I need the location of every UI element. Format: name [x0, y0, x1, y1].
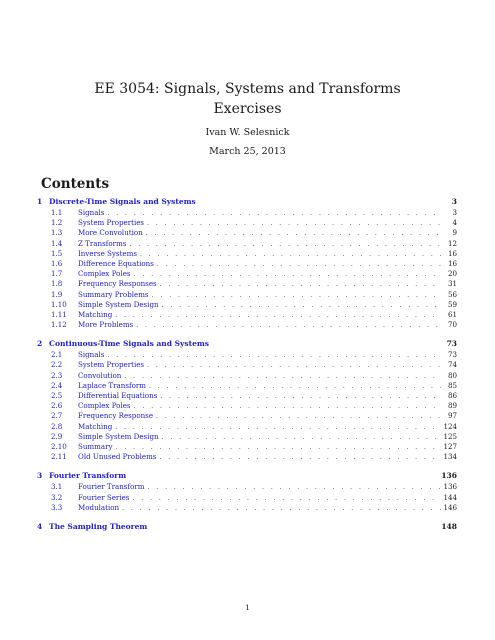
toc-section-entry[interactable] [37, 381, 457, 391]
toc-section-number[interactable]: 1.8 [51, 279, 63, 289]
toc-section-entry[interactable] [37, 228, 457, 238]
toc-section-number[interactable]: 3.1 [51, 482, 63, 492]
toc-section-page: 134 [443, 452, 457, 462]
toc-dot-leader [134, 270, 441, 280]
toc-section-number[interactable]: 1.11 [51, 309, 67, 319]
toc-section-page: 59 [447, 299, 457, 309]
toc-section-entry[interactable] [37, 493, 457, 503]
toc-chapter-number[interactable]: 1 [37, 197, 43, 206]
toc-section-link[interactable]: Complex Poles [78, 269, 131, 279]
toc-section-page: 74 [447, 360, 457, 370]
toc-chapter [37, 196, 457, 330]
toc-section-page: 4 [452, 218, 457, 228]
toc-dot-leader [147, 219, 441, 229]
toc-dot-leader [124, 372, 441, 382]
toc-section-page: 146 [443, 502, 457, 512]
toc-dot-leader [134, 402, 441, 412]
toc-section-number[interactable]: 2.2 [51, 360, 63, 370]
toc-section-entry[interactable] [37, 279, 457, 289]
toc-section-link[interactable]: Signals [78, 208, 105, 217]
toc-section-link[interactable]: System Properties [78, 218, 145, 228]
toc-section-entry[interactable] [37, 239, 457, 249]
toc-section-entry[interactable] [37, 249, 457, 259]
toc-section-number[interactable]: 1.1 [51, 208, 63, 217]
toc-section-entry[interactable] [37, 432, 457, 442]
toc-section-number[interactable]: 2.8 [51, 421, 63, 431]
toc-chapter-page: 148 [441, 521, 457, 531]
title-line-1: EE 3054: Signals, Systems and Transforms [94, 81, 401, 97]
toc-section-link[interactable]: Fourier Transform [78, 482, 145, 492]
toc-chapter-number[interactable]: 3 [37, 471, 43, 481]
toc-chapter-entry[interactable] [37, 196, 457, 208]
toc-dot-leader [156, 412, 441, 422]
toc-section-number[interactable]: 1.7 [51, 269, 63, 279]
toc-section-link[interactable]: More Convolution [78, 228, 143, 238]
toc-section-entry[interactable] [37, 411, 457, 421]
toc-section-link[interactable]: Inverse Systems [78, 248, 137, 258]
toc-dot-leader [116, 443, 441, 453]
toc-chapter-link[interactable]: Discrete-Time Signals and Systems [49, 197, 196, 206]
toc-section-link[interactable]: Differential Equations [78, 391, 158, 400]
toc-dot-leader [160, 280, 441, 290]
toc-section-page: 125 [443, 431, 457, 441]
toc-section-entry[interactable] [37, 442, 457, 452]
toc-dot-leader [107, 351, 441, 361]
toc-chapter-page: 3 [451, 197, 457, 206]
toc-section-page: 16 [447, 248, 457, 258]
toc-section-number[interactable]: 2.10 [51, 441, 67, 451]
toc-dot-leader [157, 260, 441, 270]
toc-section-page: 70 [447, 320, 457, 330]
document-title [0, 79, 495, 119]
toc-section-number[interactable]: 2.6 [51, 401, 63, 411]
toc-chapter-page: 136 [441, 471, 457, 481]
toc-chapter-number[interactable]: 2 [37, 339, 43, 349]
toc-dot-leader [152, 291, 441, 301]
toc-section-link[interactable]: Simple System Design [78, 299, 159, 309]
toc-dot-leader [146, 229, 441, 239]
toc-section-number[interactable]: 1.5 [51, 248, 63, 258]
toc-section-page: 144 [443, 492, 457, 502]
toc-section-entry[interactable] [37, 422, 457, 432]
toc-section-number[interactable]: 1.9 [51, 289, 63, 299]
toc-section-number[interactable]: 1.10 [51, 299, 67, 309]
toc-dot-leader [149, 382, 441, 392]
toc-chapter-link[interactable]: The Sampling Theorem [49, 521, 148, 531]
toc-section-entry[interactable] [37, 452, 457, 462]
table-of-contents [37, 196, 457, 541]
toc-dot-leader [160, 392, 441, 402]
toc-section-link[interactable]: Difference Equations [78, 258, 154, 268]
toc-section-page: 85 [447, 380, 457, 390]
toc-section-entry[interactable] [37, 371, 457, 381]
toc-section-link[interactable]: Convolution [78, 370, 122, 380]
toc-section-number[interactable]: 2.9 [51, 431, 63, 441]
toc-chapter-link[interactable]: Fourier Transform [49, 471, 127, 481]
page-number: 1 [245, 603, 250, 612]
toc-chapter-link[interactable]: Continuous-Time Signals and Systems [49, 339, 210, 349]
toc-section-page: 31 [447, 279, 457, 289]
toc-chapter-page: 73 [446, 339, 457, 349]
toc-section-link[interactable]: System Properties [78, 360, 145, 370]
toc-section-entry[interactable] [37, 320, 457, 330]
toc-chapter [37, 338, 457, 462]
toc-dot-leader [132, 494, 441, 504]
title-line-2: Exercises [213, 101, 282, 117]
toc-section-entry[interactable] [37, 360, 457, 370]
toc-dot-leader [147, 361, 441, 371]
toc-section-entry[interactable] [37, 391, 457, 401]
toc-section-page: 73 [447, 350, 457, 360]
contents-heading: Contents [41, 176, 110, 192]
toc-chapter-number[interactable]: 4 [37, 521, 43, 531]
toc-chapter-entry[interactable] [37, 470, 457, 482]
toc-section-link[interactable]: Signals [78, 350, 105, 360]
toc-section-link[interactable]: Summary Problems [78, 289, 149, 299]
toc-section-link[interactable]: Fourier Series [78, 492, 130, 502]
toc-section-page: 80 [447, 370, 457, 380]
toc-dot-leader [115, 311, 441, 321]
toc-section-number[interactable]: 3.2 [51, 492, 63, 502]
toc-chapter-entry[interactable] [37, 521, 457, 533]
toc-section-entry[interactable] [37, 503, 457, 513]
toc-section-page: 127 [443, 441, 457, 451]
toc-section-page: 97 [447, 411, 457, 421]
toc-section-link[interactable]: Summary [78, 441, 113, 451]
toc-section-link[interactable]: Laplace Transform [78, 380, 146, 390]
toc-dot-leader [115, 423, 441, 433]
toc-section-entry[interactable] [37, 269, 457, 279]
toc-dot-leader [159, 453, 441, 463]
toc-section-number[interactable]: 2.1 [51, 350, 63, 360]
toc-dot-leader [162, 301, 441, 311]
toc-section-number[interactable]: 2.11 [51, 452, 67, 462]
toc-chapter [37, 470, 457, 513]
toc-section-page: 86 [447, 391, 457, 400]
toc-section-entry[interactable] [37, 300, 457, 310]
toc-dot-leader [107, 209, 441, 219]
toc-dot-leader [129, 240, 441, 250]
toc-section-link[interactable]: Frequency Response [78, 411, 154, 421]
toc-dot-leader [147, 483, 441, 493]
toc-section-number[interactable]: 1.2 [51, 218, 63, 228]
toc-section-page: 9 [452, 228, 457, 238]
toc-section-link[interactable]: Matching [78, 421, 113, 431]
toc-section-entry[interactable] [37, 208, 457, 218]
toc-section-entry[interactable] [37, 350, 457, 360]
toc-section-number[interactable]: 1.4 [51, 238, 63, 248]
toc-section-number[interactable]: 2.7 [51, 411, 63, 421]
toc-section-link[interactable]: Z Transforms [78, 238, 127, 248]
toc-section-entry[interactable] [37, 290, 457, 300]
toc-section-link[interactable]: More Problems [78, 320, 134, 330]
toc-section-entry[interactable] [37, 482, 457, 492]
toc-section-entry[interactable] [37, 218, 457, 228]
toc-section-link[interactable]: Simple System Design [78, 431, 159, 441]
toc-chapter [37, 521, 457, 533]
toc-section-link[interactable]: Old Unused Problems [78, 452, 157, 462]
toc-section-page: 89 [447, 401, 457, 411]
toc-dot-leader [162, 433, 441, 443]
toc-section-entry[interactable] [37, 259, 457, 269]
toc-section-number[interactable]: 3.3 [51, 502, 63, 512]
toc-section-link[interactable]: Complex Poles [78, 401, 131, 411]
toc-section-page: 16 [447, 258, 457, 268]
toc-dot-leader [140, 250, 441, 260]
toc-chapter-entry[interactable] [37, 338, 457, 350]
toc-section-number[interactable]: 1.6 [51, 258, 63, 268]
toc-section-number[interactable]: 2.3 [51, 370, 63, 380]
date: March 25, 2013 [209, 146, 286, 157]
toc-section-page: 56 [447, 289, 457, 299]
toc-section-page: 124 [443, 421, 457, 431]
toc-section-page: 20 [447, 269, 457, 279]
toc-section-page: 61 [447, 309, 457, 319]
toc-dot-leader [122, 504, 441, 514]
toc-dot-leader [136, 321, 441, 331]
toc-section-page: 136 [443, 482, 457, 492]
toc-section-page: 3 [452, 208, 457, 217]
toc-section-number[interactable]: 2.5 [51, 391, 63, 400]
toc-section-entry[interactable] [37, 310, 457, 320]
toc-section-link[interactable]: Modulation [78, 502, 120, 512]
toc-section-number[interactable]: 1.12 [51, 320, 67, 330]
toc-section-number[interactable]: 1.3 [51, 228, 63, 238]
toc-section-page: 12 [447, 238, 457, 248]
toc-section-link[interactable]: Matching [78, 309, 113, 319]
toc-section-link[interactable]: Frequency Responses [78, 279, 157, 289]
toc-section-entry[interactable] [37, 401, 457, 411]
author: Ivan W. Selesnick [205, 127, 290, 138]
toc-section-number[interactable]: 2.4 [51, 380, 63, 390]
